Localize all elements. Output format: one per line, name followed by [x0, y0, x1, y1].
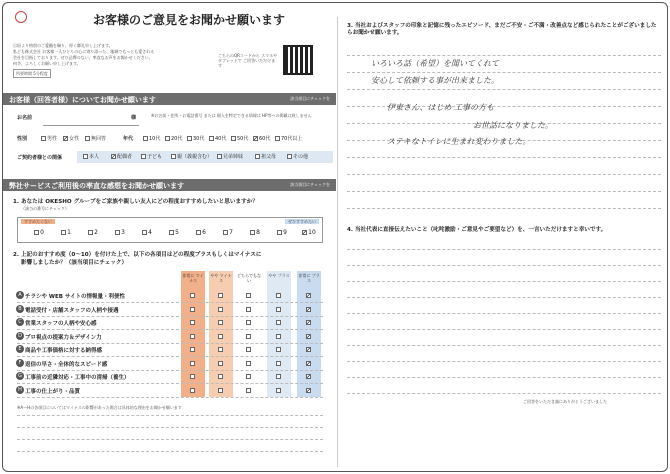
q2-row-divider	[17, 356, 323, 357]
q2-row-label: 工事の仕上がり・品質	[25, 388, 81, 395]
q2-row-label: チラシや WEB サイトの情報量・利便性	[25, 294, 125, 300]
q2-checkbox[interactable]	[190, 293, 195, 298]
nps-option-4[interactable]	[133, 229, 161, 236]
q2-checkbox[interactable]	[306, 334, 311, 339]
q3-answer-line-2: 安心して依頼する事が出来ました。	[371, 76, 499, 85]
q2-footnote: ※A〜Hの各項目についてはマイナスの影響があった場合は具体的な理由をお聞かせ願います	[17, 405, 182, 410]
name-suffix: 様	[131, 115, 137, 121]
section2-header	[3, 179, 336, 191]
nps-option-10[interactable]	[295, 229, 323, 236]
q2-checkbox[interactable]	[276, 307, 281, 312]
gender-male[interactable]: 男性	[41, 136, 57, 142]
q2-checkbox[interactable]	[246, 388, 251, 393]
q2-row-divider	[17, 383, 323, 384]
q2-checkbox[interactable]	[190, 320, 195, 325]
q2-checkbox[interactable]	[246, 334, 251, 339]
relation-grandparent[interactable]: 祖父母	[255, 154, 276, 160]
nps-option-7[interactable]	[214, 229, 242, 236]
q2-checkbox[interactable]	[218, 388, 223, 393]
q2-checkbox[interactable]	[276, 361, 281, 366]
nps-number: 7	[229, 229, 233, 236]
nps-left-label: すすめたくない	[21, 219, 55, 224]
brand-logo	[15, 11, 27, 23]
q2-row-letter: A	[16, 291, 24, 299]
intro-line-4: 何卒、よろしくお願い申し上げます。	[13, 61, 81, 66]
checkbox[interactable]	[169, 230, 174, 235]
q3-ruled-line	[347, 174, 661, 175]
q2-title-2: 影響しましたか？（該当項目にチェック）	[21, 260, 128, 266]
nps-option-9[interactable]	[268, 229, 296, 236]
checkbox[interactable]	[302, 230, 307, 235]
checkbox[interactable]	[88, 230, 93, 235]
checkbox[interactable]	[223, 230, 228, 235]
q4-ruled-line	[347, 393, 661, 394]
section1-header	[3, 93, 336, 105]
note-line	[17, 415, 323, 416]
q3-ruled-line	[347, 55, 661, 56]
nps-number: 10	[308, 229, 316, 236]
relation-self[interactable]: 本人	[83, 154, 99, 160]
intro-line-1: 日頃より格別のご愛顧を賜り、厚く御礼申し上げます。	[13, 43, 113, 48]
nps-number: 8	[256, 229, 260, 236]
q2-row-letter: E	[16, 345, 24, 353]
relation-sibling[interactable]: 兄弟姉妹	[217, 154, 243, 160]
nps-number: 0	[40, 229, 44, 236]
q2-checkbox[interactable]	[306, 320, 311, 325]
q2-row-label: 返信の早さ・全体的なスピード感	[25, 361, 108, 368]
q2-row-divider	[17, 316, 323, 317]
q3-ruled-line	[347, 208, 661, 209]
q2-checkbox[interactable]	[246, 347, 251, 352]
q2-checkbox[interactable]	[218, 320, 223, 325]
q3-ruled-line	[347, 72, 661, 73]
q4-ruled-line	[347, 281, 661, 282]
checkbox[interactable]	[142, 230, 147, 235]
q2-row-divider	[17, 329, 323, 330]
q2-checkbox[interactable]	[306, 388, 311, 393]
column-divider	[337, 17, 338, 467]
q2-title: 2. 上記のおすすめ度（0〜10）を付けた上で、以下の各項目はどの程度プラスもしくはマイナスに	[13, 252, 262, 258]
checkbox[interactable]	[61, 230, 66, 235]
intro-line-2: 私ども株式会社 お客様一人ひとりの心に寄り添った、地域でもっとも愛される	[13, 49, 155, 54]
age-20[interactable]: 20代	[165, 136, 182, 142]
q2-row-divider	[17, 343, 323, 344]
relation-spouse[interactable]: 配偶者	[111, 154, 132, 160]
q3-ruled-line	[347, 157, 661, 158]
checkbox[interactable]	[115, 230, 120, 235]
q2-row-letter: C	[16, 318, 24, 326]
q4-ruled-line	[347, 313, 661, 314]
q2-row-label: プロ視点の提案力＆デザイン力	[25, 334, 102, 341]
nps-number: 3	[121, 229, 125, 236]
q2-checkbox[interactable]	[276, 374, 281, 379]
relation-other[interactable]: その他	[287, 154, 308, 160]
checkbox[interactable]	[196, 230, 201, 235]
q2-checkbox[interactable]	[218, 334, 223, 339]
q2-checkbox[interactable]	[190, 388, 195, 393]
q2-checkbox[interactable]	[276, 347, 281, 352]
page-title: お客様のご意見をお聞かせ願います	[93, 13, 286, 27]
q2-checkbox[interactable]	[218, 374, 223, 379]
relation-label: ご契約者様との関係	[17, 155, 63, 161]
qr-code-icon[interactable]	[283, 45, 313, 75]
nps-right-label: ぜひすすめたい	[285, 219, 319, 224]
nps-option-1[interactable]	[52, 229, 80, 236]
section1-note: 該当項目にチェックを	[290, 96, 330, 101]
qr-text: こちらのQRコードから スマホやタブレットで ご回答いただけます	[218, 53, 278, 68]
age-40[interactable]: 40代	[209, 136, 226, 142]
q2-checkbox[interactable]	[190, 307, 195, 312]
q2-checkbox[interactable]	[276, 293, 281, 298]
gender-female[interactable]: 女性	[63, 136, 79, 142]
q2-column-header: どちらでもない	[237, 273, 261, 283]
gender-label: 性別	[17, 136, 28, 142]
section2-note: 該当項目にチェックを	[290, 182, 330, 187]
q2-row-letter: B	[16, 305, 24, 313]
nps-number: 5	[175, 229, 179, 236]
nps-number: 4	[148, 229, 152, 236]
checkbox[interactable]	[34, 230, 39, 235]
age-label: 年代	[123, 136, 134, 142]
q2-row-label: 営業スタッフの人柄や安心感	[25, 321, 97, 327]
q2-checkbox[interactable]	[306, 361, 311, 366]
name-label: お名前	[17, 115, 33, 121]
q3-answer-line-4: お世話になりました。	[473, 121, 553, 130]
q2-checkbox[interactable]	[190, 374, 195, 379]
nps-option-5[interactable]	[160, 229, 188, 236]
q2-checkbox[interactable]	[218, 307, 223, 312]
q2-checkbox[interactable]	[246, 320, 251, 325]
q3-answer-line-5: ステキなトイレに生まれ変わりました。	[387, 137, 531, 146]
q2-row-label: 電話受付・店舗スタッフの人柄や接遇	[25, 307, 119, 314]
q4-ruled-line	[347, 345, 661, 346]
q2-row-letter: D	[16, 332, 24, 340]
q2-checkbox[interactable]	[190, 361, 195, 366]
q2-checkbox[interactable]	[276, 320, 281, 325]
q2-checkbox[interactable]	[218, 347, 223, 352]
q4-title: 4. 当社代表に直接伝えたいこと（叱咤激励・ご意見やご要望など）を、一言いただけますと幸いです。	[347, 227, 607, 233]
nps-number: 9	[283, 229, 287, 236]
q3-answer-line-3: 伊東さん、はじめ 工事の方も	[387, 103, 495, 112]
footer-thanks: ご回答をいただき誠にありがとうございました	[523, 399, 607, 404]
q2-checkbox[interactable]	[306, 374, 311, 379]
survey-sheet	[2, 2, 668, 472]
note-line	[17, 427, 323, 428]
q2-column-header: やや プラス	[268, 273, 290, 278]
q4-ruled-line	[347, 249, 661, 250]
q2-row-divider	[17, 397, 323, 398]
age-50[interactable]: 50代	[231, 136, 248, 142]
q2-row-letter: H	[16, 386, 24, 394]
q2-column-header: 非常に プラス	[298, 273, 320, 283]
q2-row-label: 工事前の近隣対応・工事中の清掃（養生）	[25, 375, 130, 381]
relation-child[interactable]: 子ども	[141, 154, 162, 160]
q4-ruled-line	[347, 265, 661, 266]
q1-sub: （該当の番号にチェック）	[21, 206, 69, 211]
q2-row-divider	[17, 302, 323, 303]
q2-row-letter: G	[16, 372, 24, 380]
nps-option-0[interactable]	[25, 229, 53, 236]
q2-checkbox[interactable]	[306, 347, 311, 352]
q4-ruled-line	[347, 297, 661, 298]
q4-ruled-line	[347, 377, 661, 378]
note-line	[17, 451, 323, 452]
q2-checkbox[interactable]	[246, 293, 251, 298]
nps-number: 6	[202, 229, 206, 236]
q2-checkbox[interactable]	[246, 361, 251, 366]
q2-row-divider	[17, 370, 323, 371]
q2-column-header: 非常に マイナス	[182, 273, 204, 283]
q3-title: 3. 当社およびスタッフの印象と記憶に残ったエピソード、まだご不安・ご不満・改善点など感じられたことがございましたらお聞かせ願います。	[347, 23, 657, 36]
q2-row-label: 商品や工事価格に対する納得感	[25, 348, 103, 354]
age-60[interactable]: 60代	[253, 136, 270, 142]
note-line	[17, 439, 323, 440]
nps-number: 1	[67, 229, 71, 236]
checkbox[interactable]	[250, 230, 255, 235]
nps-number: 2	[94, 229, 98, 236]
q2-checkbox[interactable]	[190, 347, 195, 352]
q1-title: 1. あなたは OKESHO グループをご家族や親しい友人にどの程度おすすめしたいと思いますか？	[13, 199, 258, 205]
age-70[interactable]: 70代以上	[275, 136, 302, 142]
checkbox[interactable]	[277, 230, 282, 235]
nps-option-8[interactable]	[241, 229, 269, 236]
q4-ruled-line	[347, 361, 661, 362]
relation-parent[interactable]: 親（義親含む）	[171, 154, 212, 160]
nps-option-6[interactable]	[187, 229, 215, 236]
age-10[interactable]: 10代	[143, 136, 160, 142]
q4-ruled-line	[347, 329, 661, 330]
q2-checkbox[interactable]	[306, 293, 311, 298]
q3-ruled-line	[347, 191, 661, 192]
q2-checkbox[interactable]	[276, 388, 281, 393]
q2-column-header: やや マイナス	[210, 273, 232, 283]
q2-checkbox[interactable]	[246, 307, 251, 312]
q2-checkbox[interactable]	[246, 374, 251, 379]
q3-ruled-line	[347, 89, 661, 90]
section1-title: お客様（回答者様）についてお聞かせ願います	[9, 96, 156, 104]
q2-checkbox[interactable]	[276, 334, 281, 339]
time-label: 所要時間 5分程度	[13, 69, 51, 78]
q2-row-letter: F	[16, 359, 24, 367]
gender-none[interactable]: 無回答	[85, 136, 106, 142]
q2-checkbox[interactable]	[190, 334, 195, 339]
age-30[interactable]: 30代	[187, 136, 204, 142]
q2-checkbox[interactable]	[218, 361, 223, 366]
section2-title: 弊社サービスご利用後の率直な感想をお聞かせ願います	[9, 182, 184, 190]
q2-checkbox[interactable]	[218, 293, 223, 298]
nps-option-2[interactable]	[79, 229, 107, 236]
intro-line-3: 会社を目指しております。ぜひ忌憚のない、率直なお声をお聞かせください。	[13, 55, 153, 60]
q2-checkbox[interactable]	[306, 307, 311, 312]
q3-answer-line-1: いろいろ話（希望）を聞いてくれて	[371, 59, 499, 68]
name-note: ※お名前・住所・お電話番号 または 個人を特定できる情報は HP等への掲載は致しません	[151, 113, 312, 118]
nps-option-3[interactable]	[106, 229, 134, 236]
name-underline	[43, 125, 139, 126]
